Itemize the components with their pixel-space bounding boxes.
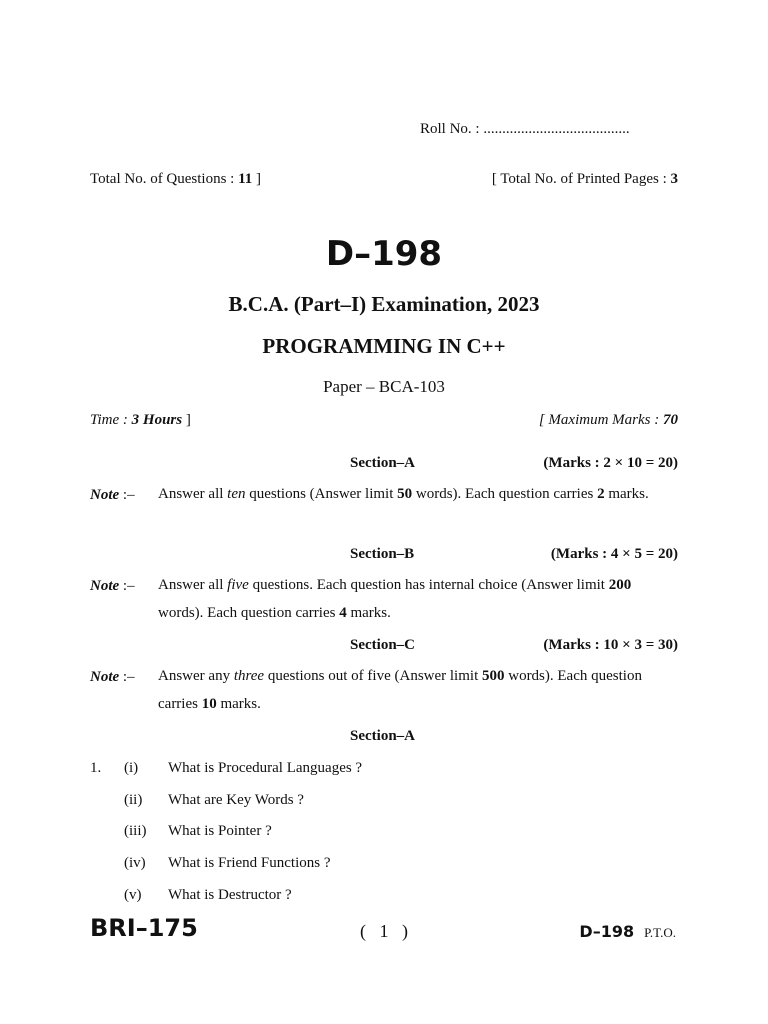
total-questions	[90, 171, 261, 188]
printed-pages-label: [ Total No. of Printed Pages :	[491, 171, 667, 187]
section-a-note-label: Note :–	[90, 487, 135, 503]
section-b-note-label: Note :–	[90, 578, 135, 594]
time-close: ]	[185, 412, 191, 428]
total-questions-value: 11	[238, 171, 253, 187]
paper-code-title: D–198	[325, 234, 443, 274]
section-a-title: Section–A	[350, 455, 415, 471]
sub-question-number: (ii)	[124, 792, 143, 808]
sub-question-text: What are Key Words ?	[168, 792, 304, 808]
section-b-title: Section–B	[350, 546, 415, 562]
page-number: ( 1 )	[360, 921, 408, 941]
sub-question-text: What is Procedural Languages ?	[168, 760, 363, 776]
max-marks-label: [ Maximum Marks :	[538, 412, 660, 428]
total-questions-label: Total No. of Questions :	[90, 171, 235, 187]
sub-question-text: What is Pointer ?	[168, 823, 272, 839]
section-c-note-text: Answer any three questions out of five (Answer limit 500 words). Each question carries 10 marks.	[158, 668, 642, 712]
pto-label: P.T.O.	[644, 925, 676, 940]
section-c-title: Section–C	[350, 637, 415, 653]
roll-no-label: Roll No. :	[420, 121, 480, 137]
subject-title: PROGRAMMING IN C++	[262, 334, 506, 358]
footer-left-code: BRI–175	[90, 914, 198, 942]
max-marks-value: 70	[663, 412, 678, 428]
roll-no-blank: .......................................	[483, 121, 630, 137]
footer-right-code: D–198	[579, 922, 635, 941]
section-a-note-text: Answer all ten questions (Answer limit 50 words). Each question carries 2 marks.	[158, 486, 649, 502]
time-value: 3 Hours	[131, 412, 183, 428]
printed-pages	[492, 171, 678, 188]
questions-section-heading: Section–A	[350, 728, 415, 744]
paper-subtitle: Paper – BCA-103	[323, 377, 445, 396]
sub-question-number: (v)	[124, 887, 142, 903]
sub-question-text: What is Friend Functions ?	[168, 855, 331, 871]
sub-question-number: (i)	[124, 760, 139, 776]
question-number: 1.	[90, 760, 102, 776]
sub-question-text: What is Destructor ?	[168, 887, 292, 903]
section-c-marks: (Marks : 10 × 3 = 30)	[543, 637, 678, 653]
footer-right	[579, 922, 676, 942]
section-b-marks: (Marks : 4 × 5 = 20)	[550, 546, 678, 562]
sub-question-number: (iii)	[124, 823, 147, 839]
section-b-note-text: Answer all five questions. Each question has internal choice (Answer limit 200 words). Each question carries 4 marks.	[158, 577, 632, 621]
sub-question-number: (iv)	[124, 855, 146, 871]
printed-pages-value: 3	[670, 171, 678, 187]
total-questions-close: ]	[256, 171, 262, 187]
max-marks	[539, 412, 678, 429]
roll-no	[420, 121, 630, 138]
time-label: Time :	[90, 412, 128, 428]
exam-title: B.C.A. (Part–I) Examination, 2023	[228, 292, 540, 316]
time-info	[90, 412, 191, 429]
section-a-marks: (Marks : 2 × 10 = 20)	[543, 455, 678, 471]
section-c-note-label: Note :–	[90, 669, 135, 685]
